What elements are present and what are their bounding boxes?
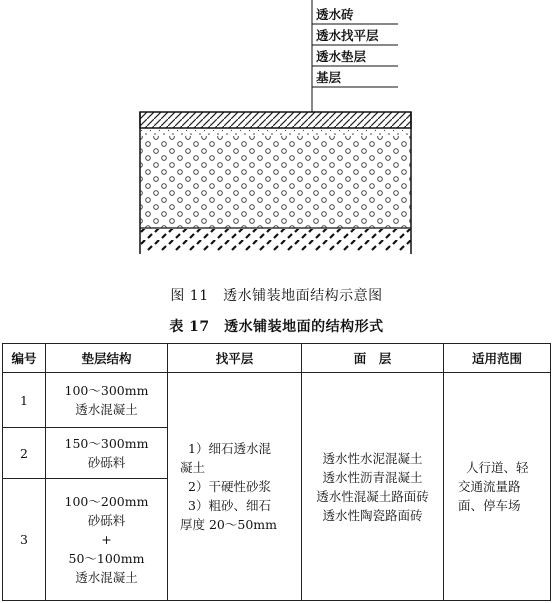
surface-line: 透水性陶瓷路面砖 xyxy=(322,507,423,523)
header-leveling: 找平层 xyxy=(168,344,302,373)
cushion-line: 100～300mm xyxy=(64,383,149,398)
cushion-layer xyxy=(140,136,411,228)
base-layer xyxy=(140,229,411,251)
table-row xyxy=(3,373,551,428)
leveling-cell xyxy=(168,373,302,601)
scope-line: 交通流量路 xyxy=(458,479,521,494)
cushion-line: 透水混凝土 xyxy=(75,402,138,417)
header-cushion: 垫层结构 xyxy=(46,344,168,373)
layer-label-cushion: 透水垫层 xyxy=(316,49,367,64)
surface-line: 透水性混凝土路面砖 xyxy=(316,488,429,504)
cushion-line: 透水混凝土 xyxy=(75,570,138,585)
leveling-line: 2）干硬性砂浆 xyxy=(188,479,271,494)
header-surface: 面 层 xyxy=(302,344,444,373)
row-number: 1 xyxy=(3,373,46,428)
row-number: 2 xyxy=(3,428,46,479)
header-number: 编号 xyxy=(3,344,46,373)
leveling-line: 3）粗砂、细石 xyxy=(188,498,271,513)
cushion-line: 100～200mm xyxy=(64,494,149,509)
leveling-line: 厚度 20～50mm xyxy=(180,517,277,532)
surface-line: 透水性沥青混凝土 xyxy=(322,469,423,485)
cushion-line: + xyxy=(101,532,112,547)
layer-label-leveling: 透水找平层 xyxy=(316,28,379,43)
layer-label-brick: 透水砖 xyxy=(316,7,354,22)
cushion-cell xyxy=(46,373,168,428)
cushion-line: 50～100mm xyxy=(68,551,145,566)
cushion-line: 150～300mm xyxy=(64,436,149,451)
scope-line: 人行道、轻 xyxy=(466,460,529,475)
layer-label-base: 基层 xyxy=(316,70,342,85)
structure-table xyxy=(2,343,551,601)
brick-layer xyxy=(140,112,411,128)
figure-caption: 图 11 透水铺装地面结构示意图 xyxy=(170,288,383,304)
table-title: 表 17 透水铺装地面的结构形式 xyxy=(169,319,384,335)
layer-stack xyxy=(140,112,411,254)
surface-line: 透水性水泥混凝土 xyxy=(322,450,423,466)
header-scope: 适用范围 xyxy=(444,344,551,373)
cushion-line: 砂砾料 xyxy=(87,513,126,528)
cushion-cell xyxy=(46,428,168,479)
pavement-structure-diagram xyxy=(0,0,553,283)
surface-cell xyxy=(302,373,444,601)
scope-cell xyxy=(444,373,551,601)
leveling-line: 1）细石透水混 xyxy=(188,441,271,456)
cushion-line: 砂砾料 xyxy=(87,455,126,470)
scope-line: 面、停车场 xyxy=(458,498,521,513)
table-header-row xyxy=(3,344,551,373)
leveling-line: 凝土 xyxy=(180,460,206,475)
leveling-layer xyxy=(140,128,411,136)
row-number: 3 xyxy=(3,479,46,601)
cushion-cell xyxy=(46,479,168,601)
